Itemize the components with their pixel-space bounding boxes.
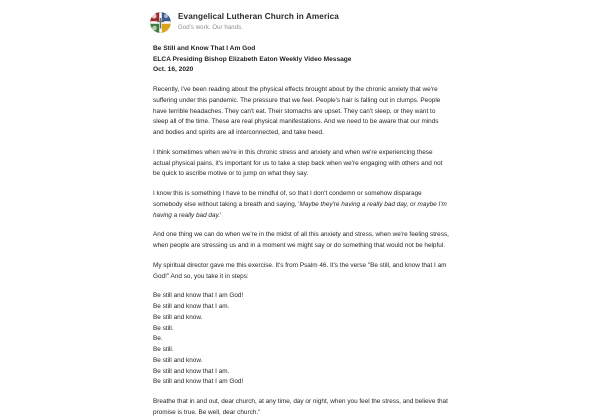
paragraph-psalm-46: My spiritual director gave me this exercise. It's from Psalm 46. It's the verse "Be still, and know that I am God!" And so, you take it in steps: xyxy=(153,261,447,280)
closing-paragraph-list xyxy=(153,397,450,419)
verse-block xyxy=(153,291,450,388)
logo-tagline: God's work. Our hands. xyxy=(178,24,244,31)
verse-line: Be still and know that I am God! xyxy=(153,378,244,386)
title-block xyxy=(153,44,450,76)
verse-line: Be still and know. xyxy=(153,313,203,321)
paragraph-mindful: I know this is something I have to be mindful of, so that I don't condemn or somehow disparage somebody else without taking a breath and saying, 'Maybe they're having a really bad day, or maybe I'm having a really bad day.' xyxy=(153,190,447,219)
verse-line: Be still. xyxy=(153,346,174,354)
paragraph-list xyxy=(153,85,450,282)
paragraph-step-back: I think sometimes when we're in this chronic stress and anxiety and when we're experiencing these actual physical pains, it's important for us to take a step back when we're engaging with others and not be quick to ascribe motive or to jump on what they say. xyxy=(153,148,443,178)
document-body xyxy=(0,34,600,419)
masthead xyxy=(0,0,600,34)
elca-cross-shield-icon xyxy=(149,11,172,34)
verse-line: Be still and know that I am God! xyxy=(153,292,244,300)
verse-line: Be still and know. xyxy=(153,356,203,364)
verse-line: Be still. xyxy=(153,324,174,332)
verse-line: Be. xyxy=(153,335,163,343)
verse-line: Be still and know that I am. xyxy=(153,303,230,311)
verse-line: Be still and know that I am. xyxy=(153,367,230,375)
document-subtitle: ELCA Presiding Bishop Elizabeth Eaton Weekly Video Message xyxy=(153,55,352,63)
paragraph-breathe: Breathe that in and out, dear church, at any time, day or night, when you feel the stress, and believe that promise is true. Be well, dear church." xyxy=(153,398,448,416)
logo-wordmark: Evangelical Lutheran Church in America xyxy=(178,12,339,22)
document-title: Be Still and Know That I Am God xyxy=(153,45,256,52)
paragraph-chronic-anxiety: Recently, I've been reading about the physical effects brought about by the chronic anxiety that we're suffering under this pandemic. The pressure that we feel. People's hair is falling out in clumps. People have terrible headaches. They can't eat. Their stomachs are upset. They can't sleep, or they want to sleep all of the time. These are real physical manifestations. And we need to be aware that our minds and bodies and spirits are all interconnected, and take heed. xyxy=(153,86,441,137)
document-date: Oct. 16, 2020 xyxy=(153,66,194,74)
paragraph-midst-of-anxiety: And one thing we can do when we're in the midst of all this anxiety and stress, when we're feeling stress, when people are stressing us and in a moment we might say or do something that would not be helpful. xyxy=(153,231,449,250)
logo-text-group xyxy=(178,13,339,30)
